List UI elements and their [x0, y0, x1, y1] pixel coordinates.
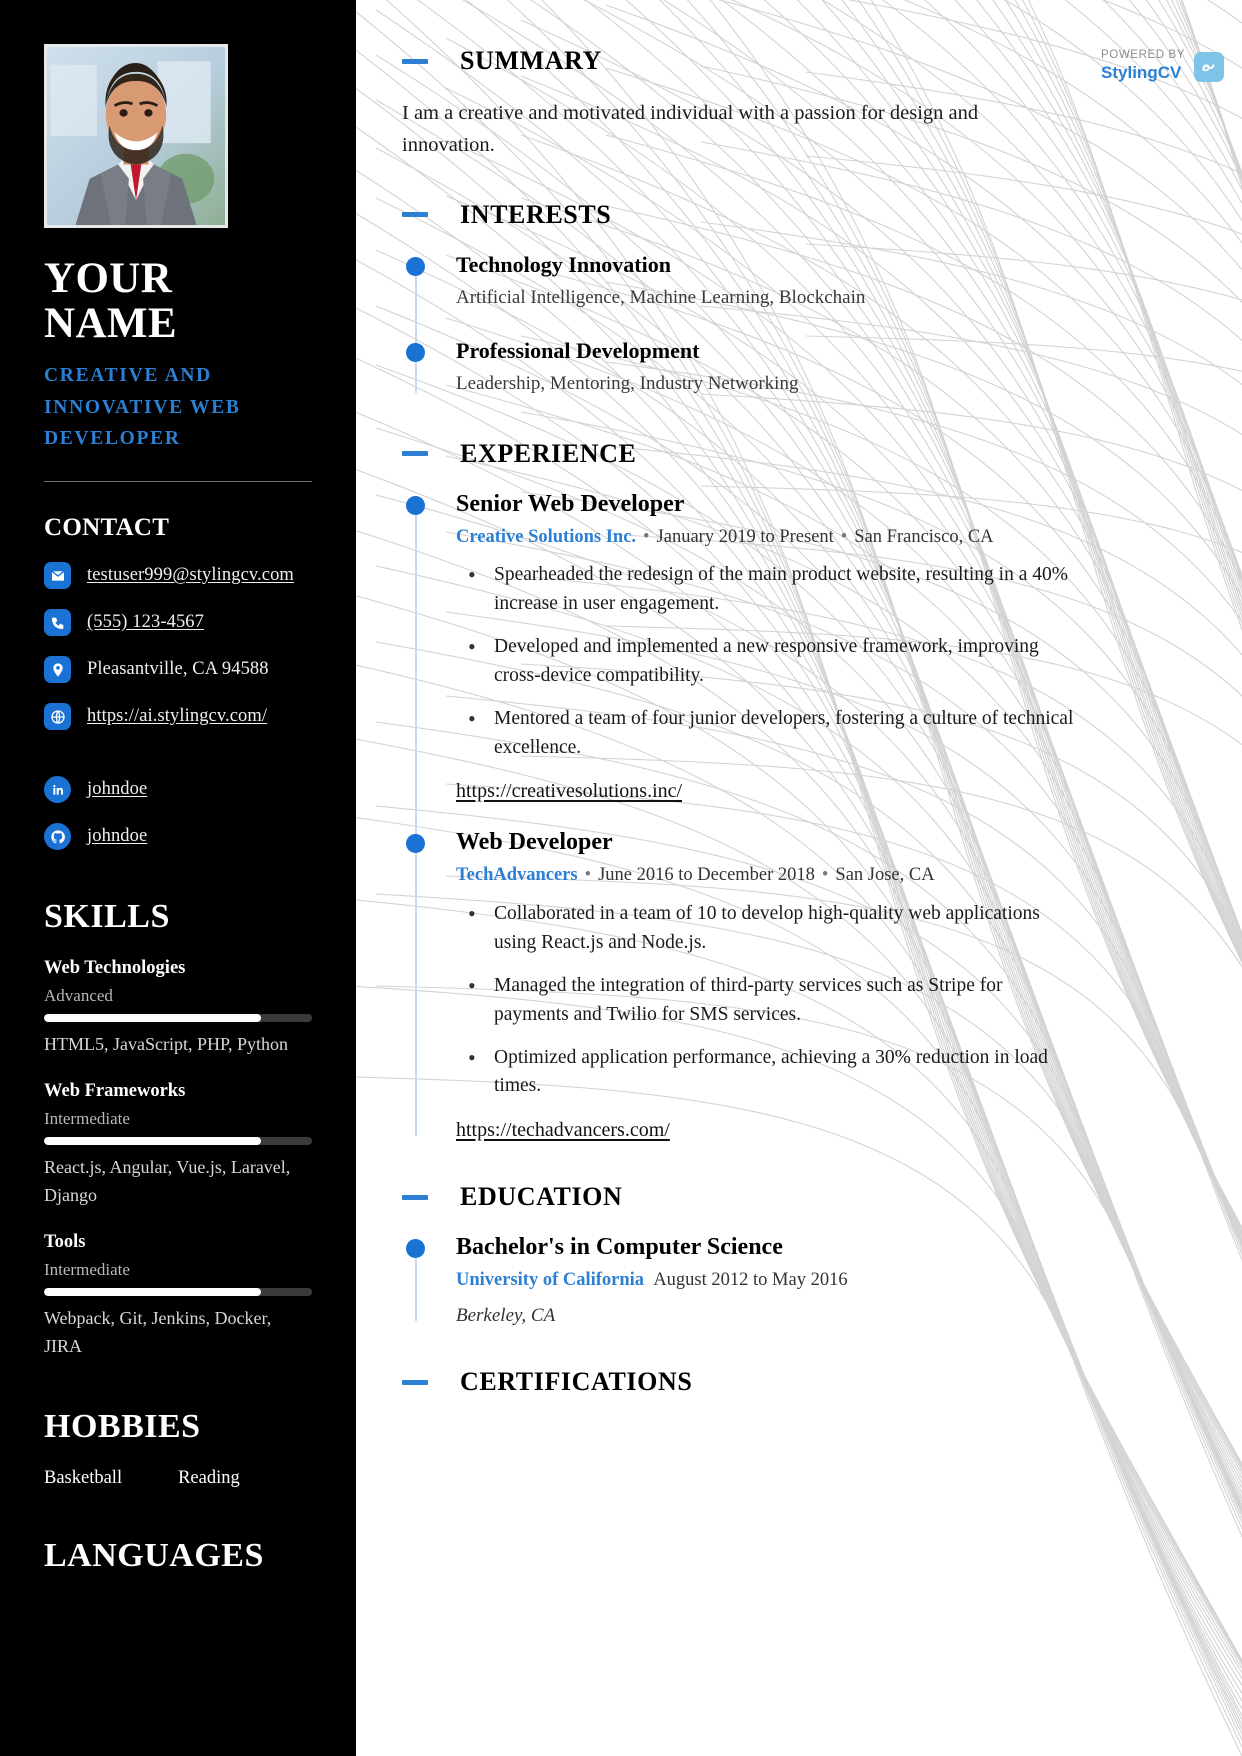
experience-role: Senior Web Developer [456, 490, 685, 517]
dash-icon [402, 1195, 428, 1200]
website-icon [44, 703, 71, 730]
section-certifications [402, 1367, 1092, 1397]
certifications-heading [402, 1367, 1092, 1397]
skill-level: Intermediate [44, 1108, 130, 1128]
meta-separator: • [643, 526, 650, 547]
summary-heading [402, 46, 1092, 76]
experience-heading [402, 439, 1092, 469]
section-title: INTERESTS [460, 199, 612, 229]
experience-bullets [456, 561, 1092, 762]
section-title: EDUCATION [460, 1182, 623, 1212]
skills-heading: SKILLS [44, 898, 170, 936]
skill-bar-fill [44, 1288, 261, 1296]
skill-item [44, 1081, 312, 1210]
education-meta [456, 1267, 1092, 1295]
interest-title: Professional Development [456, 338, 700, 364]
bullet-item: • Spearheaded the redesign of the main product website, resulting in a 40% increase in user engagement. [456, 561, 1076, 619]
dash-icon [402, 59, 428, 64]
experience-role: Web Developer [456, 829, 613, 856]
experience-company: Creative Solutions Inc. [456, 526, 637, 547]
interest-title: Technology Innovation [456, 251, 671, 277]
hobby-item: Basketball [44, 1468, 123, 1489]
meta-separator: • [821, 865, 829, 886]
interest-detail: Leadership, Mentoring, Industry Networking [456, 373, 799, 395]
contact-row-phone[interactable] [44, 609, 312, 636]
skill-bar [44, 1137, 312, 1145]
skill-level: Advanced [44, 986, 113, 1006]
skill-items: Webpack, Git, Jenkins, Docker, JIRA [44, 1307, 272, 1356]
skill-item [44, 958, 312, 1059]
powered-by-branding [1101, 50, 1224, 82]
interests-timeline [402, 252, 1092, 399]
bullet-item: • Optimized application performance, achieving a 30% reduction in load times. [456, 1044, 1076, 1102]
hobby-item: Reading [178, 1468, 240, 1489]
section-education [402, 1182, 1092, 1327]
education-school: University of California [456, 1270, 645, 1291]
social-row-github[interactable] [44, 823, 312, 850]
skill-bar [44, 1014, 312, 1022]
section-title: CERTIFICATIONS [460, 1367, 693, 1397]
interests-heading [402, 200, 1092, 230]
experience-dates: January 2019 to Present [656, 526, 834, 547]
hobbies-heading: HOBBIES [44, 1408, 201, 1446]
interest-item [456, 338, 1092, 399]
skill-item [44, 1232, 312, 1361]
main-content [356, 0, 1242, 1756]
hobbies-list [44, 1468, 312, 1489]
page-title: YOUR NAME [44, 255, 177, 348]
section-summary [402, 46, 1092, 162]
section-experience [402, 439, 1092, 1143]
bullet-item: • Managed the integration of third-party services such as Stripe for payments and Twilio for SMS services. [456, 972, 1076, 1030]
dash-icon [402, 451, 428, 456]
dash-icon [402, 1380, 428, 1385]
contact-website[interactable]: https://ai.stylingcv.com/ [87, 706, 268, 727]
brand-powered-by-label: POWERED BY [1101, 49, 1185, 61]
job-title: CREATIVE AND INNOVATIVE WEB DEVELOPER [44, 365, 241, 450]
phone-icon [44, 609, 71, 636]
experience-item [456, 829, 1092, 1142]
meta-separator: • [584, 865, 592, 886]
meta-separator: • [840, 526, 848, 547]
bullet-item: • Developed and implemented a new responsive framework, improving cross-device compatibility. [456, 633, 1076, 691]
contact-row-email[interactable] [44, 562, 312, 589]
sidebar-divider [44, 481, 312, 482]
contact-row-location [44, 656, 312, 683]
linkedin-icon [44, 776, 71, 803]
social-spacer [44, 750, 312, 776]
languages-heading: LANGUAGES [44, 1537, 264, 1575]
experience-meta [456, 524, 1092, 552]
bullet-item: • Mentored a team of four junior developers, fostering a culture of technical excellence. [456, 705, 1076, 763]
contact-phone[interactable]: (555) 123-4567 [87, 612, 205, 633]
experience-meta [456, 862, 1092, 890]
social-row-linkedin[interactable] [44, 776, 312, 803]
skill-name: Web Technologies [44, 958, 186, 979]
section-title: EXPERIENCE [460, 438, 637, 468]
sidebar [0, 0, 356, 1756]
education-location: Berkeley, CA [456, 1305, 556, 1327]
skill-items: React.js, Angular, Vue.js, Laravel, Django [44, 1156, 291, 1205]
skill-bar-fill [44, 1014, 261, 1022]
skill-items: HTML5, JavaScript, PHP, Python [44, 1034, 289, 1055]
skill-bar [44, 1288, 312, 1296]
section-title: SUMMARY [460, 46, 602, 75]
experience-item [456, 491, 1092, 804]
experience-dates: June 2016 to December 2018 [598, 865, 815, 886]
contact-heading: CONTACT [44, 514, 170, 542]
section-interests [402, 200, 1092, 399]
stylingcv-logo-icon [1194, 52, 1224, 82]
education-degree: Bachelor's in Computer Science [456, 1234, 783, 1261]
experience-link[interactable]: https://creativesolutions.inc/ [456, 780, 683, 803]
interest-item [456, 252, 1092, 313]
location-icon [44, 656, 71, 683]
experience-timeline [402, 491, 1092, 1143]
brand-text [1101, 50, 1185, 82]
experience-location: San Francisco, CA [854, 526, 994, 547]
github-icon [44, 823, 71, 850]
brand-name-label: StylingCV [1101, 62, 1182, 82]
skill-bar-fill [44, 1137, 261, 1145]
social-linkedin-handle[interactable]: johndoe [87, 779, 148, 800]
dash-icon [402, 212, 428, 217]
experience-bullets [456, 900, 1092, 1101]
bullet-item: • Collaborated in a team of 10 to develop high-quality web applications using React.js and Node.js. [456, 900, 1076, 958]
experience-location: San Jose, CA [835, 865, 935, 886]
skill-name: Tools [44, 1231, 86, 1252]
contact-location: Pleasantville, CA 94588 [87, 659, 269, 680]
main-sections [402, 46, 1092, 1397]
email-icon [44, 562, 71, 589]
contact-row-website[interactable] [44, 703, 312, 730]
experience-link[interactable]: https://techadvancers.com/ [456, 1119, 670, 1142]
skill-name: Web Frameworks [44, 1080, 186, 1101]
education-heading [402, 1182, 1092, 1212]
summary-text: I am a creative and motivated individual with a passion for design and innovation. [402, 102, 979, 156]
social-github-handle[interactable]: johndoe [87, 826, 148, 847]
profile-photo [44, 44, 228, 228]
education-dates: August 2012 to May 2016 [653, 1270, 848, 1291]
skill-level: Intermediate [44, 1259, 130, 1279]
education-timeline [402, 1234, 1092, 1327]
interest-detail: Artificial Intelligence, Machine Learning, Blockchain [456, 286, 866, 308]
education-item [456, 1234, 1092, 1327]
contact-email[interactable]: testuser999@stylingcv.com [87, 565, 294, 586]
experience-company: TechAdvancers [456, 865, 578, 886]
